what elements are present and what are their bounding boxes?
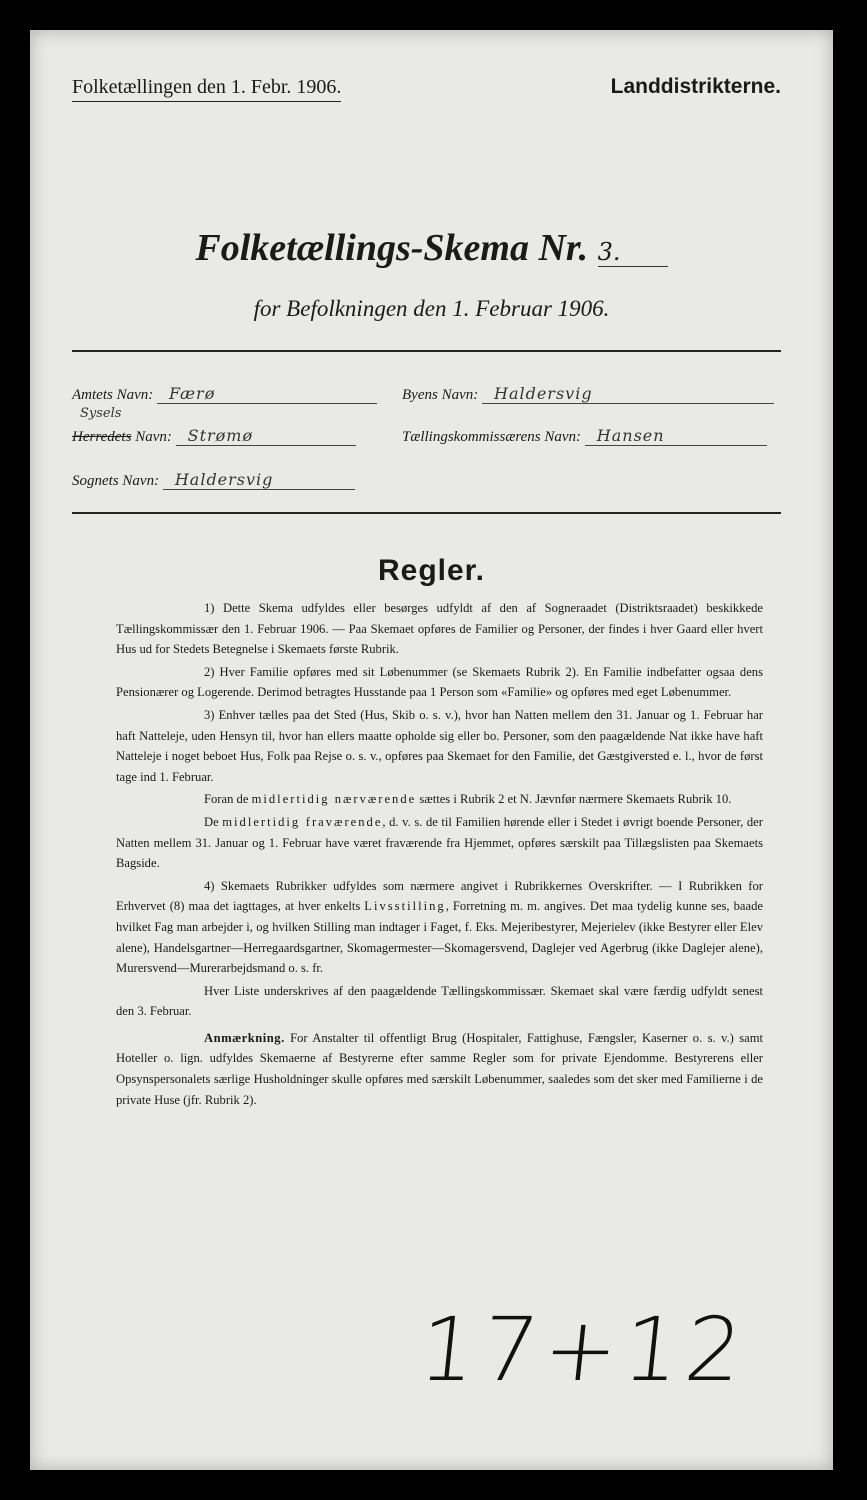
rules-body (116, 598, 763, 1112)
amt-label: Amtets Navn: (72, 387, 154, 403)
herred-label: Navn: (131, 429, 172, 445)
rule-4-text-b: sættes i Rubrik 2 et N. Jævnfør nærmere Skemaets Rubrik 10. (416, 792, 732, 807)
sogn-field (72, 470, 355, 490)
form-title-text: Folketællings-Skema Nr. (195, 227, 589, 269)
rule-6-text-b: , Forretning m. m. angives. Det maa tydelig kunne ses, baade hvilket Fag man arbejder i, og hvilken Stilling man indtager i Faget, f. Eks. Mejeribestyrer, Mejerielev (ikke Bestyrer eller Elev alene), Handelsgartner—Herregaardsgartner, Skomagermester—Skomagersvend, Daglejer ved Agerbrug (ikke Daglejer alene), Murersvend—Murerarbejdsmand o. s. fr. (116, 899, 764, 976)
herred-struck-label: Herredets (72, 429, 132, 445)
divider-bottom (72, 512, 781, 514)
rule-5-spaced: midlertidig fraværende (222, 814, 383, 829)
rule-paragraph-3: 3) Enhver tælles paa det Sted (Hus, Skib o. s. v.), hvor han Natten mellem den 31. Januar og 1. Februar har haft Natteleje, uden Hensyn til, hvor han ellers maatte opholde sig eller bo. Personer, som den paagældende Nat ikke have haft Natteleje i noget beboet Hus, Folk paa Rejse o. s. v., opføres paa Skemaet for den Familie, det Gæstgiversted e. l., hvor de først tage ind 1. Februar. (116, 707, 763, 784)
sogn-label: Sognets Navn: (72, 473, 160, 489)
kommissaer-label: Tællingskommissærens Navn: (402, 429, 582, 445)
rules-heading: Regler. (377, 554, 486, 587)
remark-text: For Anstalter til offentligt Brug (Hospitaler, Fattighuse, Fængsler, Kaserner o. s. v.) samt Hoteller o. lign. udfyldes Skemaerne af Bestyrerne efter samme Regler som for private Ejendomme. Bestyrerens eller Opsynspersonalets særlige Husholdninger skulle opføres med særskilt Løbenummer, saaledes som det sker med Familierne i de private Huse (jfr. Rubrik 2). (116, 1030, 763, 1107)
amt-field (72, 384, 377, 404)
byen-field (402, 384, 774, 404)
form-title (30, 226, 833, 270)
rule-paragraph-1: 1) Dette Skema udfyldes eller besørges udfyldt af den af Sogneraadet (Distriktsraadet) beskikkede Tællingskommissær den 1. Februar 1906. — Paa Skemaet opføres de Familier og Personer, der findes i hver Gaard eller hvert Hus ud for Stedets Betegnelse i Skemaets første Rubrik. (116, 601, 763, 657)
rule-paragraph-4 (116, 789, 763, 810)
header-census-date: Folketællingen den 1. Febr. 1906. (72, 76, 341, 102)
sogn-value: Haldersvig (163, 470, 355, 490)
amt-value: Færø (157, 384, 377, 404)
herred-correction-note: Sysels (80, 406, 122, 421)
kommissaer-field (402, 426, 767, 446)
divider-top (72, 350, 781, 352)
kommissaer-value: Hansen (585, 426, 767, 446)
herred-value: Strømø (176, 426, 356, 446)
rule-6-text-a: 4) Skemaets Rubrikker udfyldes som nærmere angivet i Rubrikkernes Overskrifter. — I Rubrikken for Erhvervet (8) maa det iagttages, at hver enkelts (116, 878, 763, 914)
herred-field (72, 426, 356, 446)
form-subtitle: for Befolkningen den 1. Februar 1906. (253, 296, 610, 321)
rule-4-text-a: Foran de (204, 792, 252, 807)
rule-paragraph-2: 2) Hver Familie opføres med sit Løbenummer (se Skemaets Rubrik 2). En Familie indbefatter ogsaa dens Pensionærer og Logerende. Derimod betragtes Husstande paa 1 Person som «Familie» og opføres med eget Løbenummer. (116, 664, 763, 700)
rule-5-text-a: De (204, 814, 223, 829)
form-number: 3. (598, 238, 668, 267)
rule-5-text-b: , d. v. s. de til Familien hørende eller i Stedet i øvrigt boende Personer, der Natten mellem 31. Januar og 1. Februar have været fraværende fra Hjemmet, opføres særskilt paa Tillægslisten paa Skemaets Bagside. (116, 814, 763, 871)
remark-label: Anmærkning. (204, 1030, 285, 1045)
header-district-type: Landdistrikterne. (610, 75, 781, 98)
rule-paragraph-6 (116, 876, 763, 979)
rule-4-spaced: midlertidig nærværende (251, 792, 417, 807)
byen-label: Byens Navn: (402, 387, 479, 403)
census-form-page (30, 30, 833, 1470)
rule-6-spaced: Livsstilling (364, 899, 446, 914)
remark-paragraph (116, 1028, 763, 1110)
byen-value: Haldersvig (482, 384, 774, 404)
rule-paragraph-7: Hver Liste underskrives af den paagældende Tællingskommissær. Skemaet skal være færdig udfyldt senest den 3. Februar. (116, 983, 763, 1019)
rule-paragraph-5 (116, 812, 763, 874)
handwritten-count-note: 17+12 (414, 1298, 754, 1401)
